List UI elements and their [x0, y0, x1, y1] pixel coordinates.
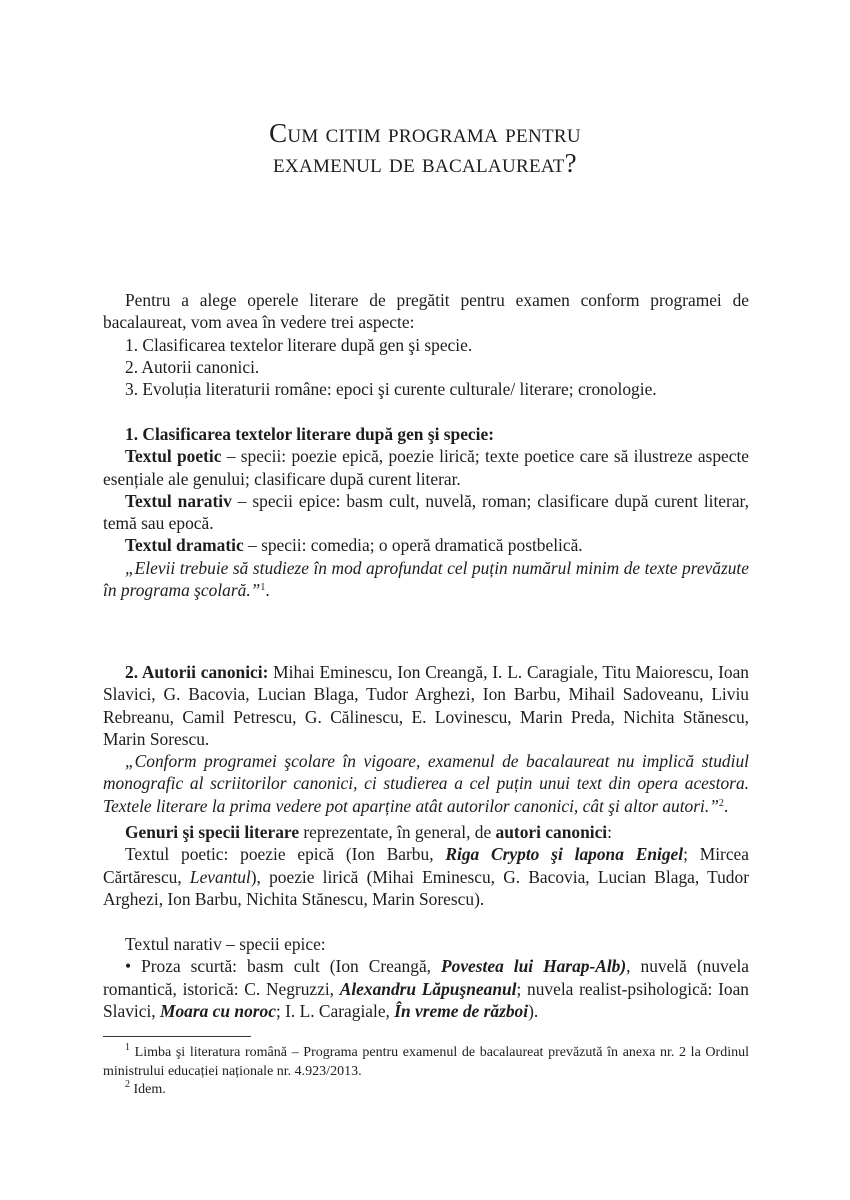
intro-item: 1. Clasificarea textelor literare după gen şi specie.	[125, 334, 473, 355]
poetic-label: Textul poetic	[125, 446, 222, 467]
footnotes	[103, 1044, 749, 1100]
page-title	[0, 118, 850, 178]
footnote-text: Idem.	[130, 1082, 166, 1097]
work-title: Povestea lui Harap-Alb)	[441, 956, 627, 977]
work-title: Moara cu noroc	[160, 1000, 276, 1021]
genres-bold: autori canonici	[495, 822, 608, 842]
poetic-genre-text: ; Mircea Cărtărescu,	[103, 844, 749, 887]
genres-section	[103, 821, 749, 910]
narativ-heading: Textul narativ – specii epice:	[125, 934, 326, 954]
poetic-text: – specii: poezie epică, poezie lirică; texte poetice care să ilustreze aspecte esențiale ale genului; clasificare după curent literar.	[103, 446, 749, 489]
narativ-section	[103, 933, 749, 1022]
poetic-genre-text: ), poezie lirică (Mihai Eminescu, G. Bacovia, Lucian Blaga, Tudor Arghezi, Ion Barbu, Nichita Stănescu, Marin Sorescu).	[103, 866, 749, 909]
narativ-text: – specii epice: basm cult, nuvelă, roman; clasificare după curent literar, temă sau epocă.	[103, 490, 749, 534]
section-2-quote: „Conform programei şcolare în vigoare, examenul de bacalaureat nu implică studiul monografic al scriitorilor canonici, ci studierea a cel puțin unui text din opera acestora. Textele literare la prima vedere pot aparține atât autorilor canonici, cât şi altor autori.”	[103, 751, 749, 816]
section-1-quote: „Elevii trebuie să studieze în mod aprofundat cel puțin numărul minim de texte prevăzute în programa şcolară.”	[103, 557, 749, 601]
work-title: Riga Crypto şi lapona Enigel	[445, 844, 684, 865]
footnote-ref[interactable]: 1	[260, 582, 266, 594]
work-title: În vreme de război	[394, 1000, 529, 1021]
dramatic-text: – specii: comedia; o operă dramatică postbelică.	[243, 535, 583, 556]
footnote-number: 1	[125, 1042, 130, 1053]
narativ-text: • Proza scurtă: basm cult (Ion Creangă,	[125, 956, 441, 977]
authors-list: Mihai Eminescu, Ion Creangă, I. L. Caragiale, Titu Maiorescu, Ioan Slavici, G. Bacovia, Lucian Blaga, Tudor Arghezi, Ion Barbu, Mihail Sadoveanu, Liviu Rebreanu, Camil Petrescu, G. Călinescu, E. Lovinescu, Marin Preda, Nichita Stănescu, Marin Sorescu.	[103, 662, 749, 749]
work-title: Alexandru Lăpuşneanul	[339, 978, 517, 999]
poetic-genre-text: Textul poetic: poezie epică (Ion Barbu,	[125, 844, 446, 865]
quote-end: .	[723, 795, 729, 816]
quote-end: .	[265, 580, 270, 601]
work-title: Levantul	[189, 866, 251, 887]
genres-text: :	[607, 822, 612, 842]
narativ-text: ).	[528, 1000, 539, 1021]
narativ-text: ; I. L. Caragiale,	[275, 1000, 395, 1021]
narativ-text: ; nuvela realist-psihologică: Ioan Slavici,	[103, 978, 749, 1021]
genres-bold: Genuri şi specii literare	[125, 822, 300, 842]
footnote-number: 2	[125, 1079, 130, 1090]
footnote-divider	[103, 1036, 251, 1037]
footnote	[103, 1044, 749, 1081]
narativ-label: Textul narativ	[125, 490, 232, 511]
intro-paragraph: Pentru a alege operele literare de pregătit pentru examen conform programei de bacalaureat, vom avea în vedere trei aspecte:	[103, 290, 749, 333]
section-2	[103, 661, 749, 817]
genres-text: reprezentate, în general, de	[299, 822, 496, 842]
footnote	[103, 1081, 749, 1100]
title-line-1: Cum citim programa pentru	[269, 118, 581, 148]
section-1-heading: 1. Clasificarea textelor literare după gen şi specie:	[125, 424, 494, 444]
intro-item: 3. Evoluția literaturii române: epoci şi curente culturale/ literare; cronologie.	[125, 379, 657, 400]
section-2-heading: 2. Autorii canonici:	[125, 662, 269, 682]
section-1	[103, 423, 749, 601]
narativ-text: , nuvelă (nuvela romantică, istorică: C. Negruzzi,	[103, 956, 749, 999]
intro-section	[103, 289, 749, 400]
intro-item: 2. Autorii canonici.	[125, 356, 260, 377]
dramatic-label: Textul dramatic	[125, 535, 244, 556]
footnote-ref[interactable]: 2	[718, 797, 724, 809]
footnote-text: Limba şi literatura română – Programa pentru examenul de bacalaureat prevăzută în anexa nr. 2 la Ordinul ministrului educației naționale nr. 4.923/2013.	[103, 1045, 749, 1079]
title-line-2: examenul de bacalaureat?	[273, 148, 577, 178]
